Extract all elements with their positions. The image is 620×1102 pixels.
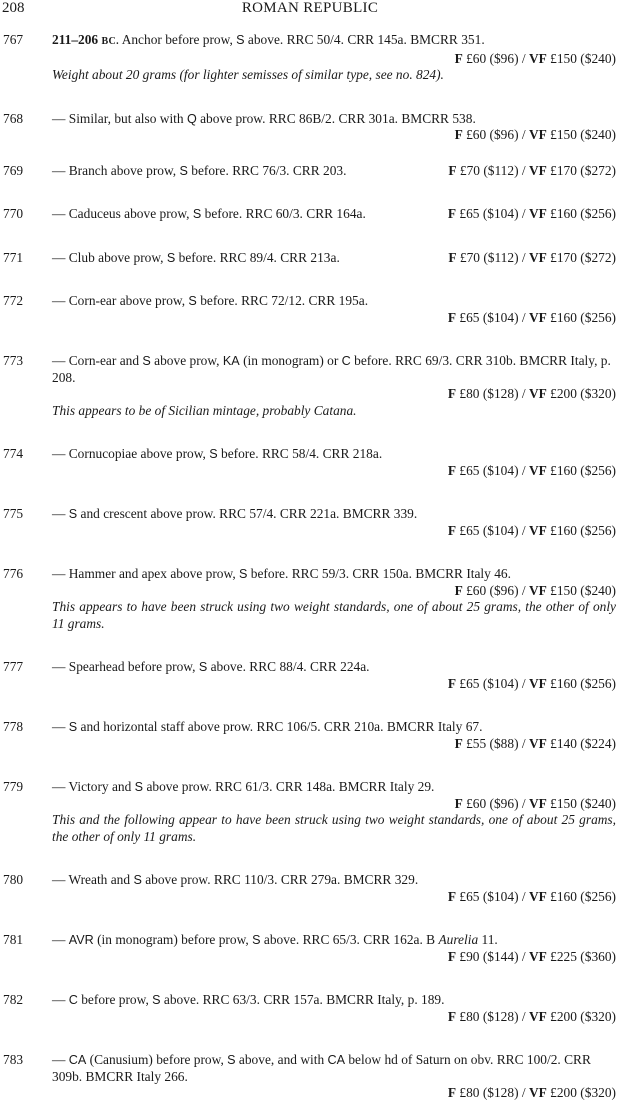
catalog-entries — [0, 32, 620, 1102]
entry-date: 211–206 — [52, 32, 102, 47]
entry-description: — Corn-ear and S above prow, KA (in monogram) or C before. RRC 69/3. CRR 310b. BMCRR Italy, p. 208. — [52, 353, 611, 385]
entry-number: 776 — [3, 566, 24, 581]
catalog-entry — [0, 719, 620, 752]
catalog-entry — [0, 32, 620, 84]
entry-description: — CA (Canusium) before prow, S above, and with CA below hd of Saturn on obv. RRC 100/2. CRR 309b. BMCRR Italy 266. — [52, 1052, 591, 1084]
entry-description: 211–206 BC. Anchor before prow, S above. RRC 50/4. CRR 145a. BMCRR 351. — [52, 32, 485, 47]
entry-description: — Victory and S above prow. RRC 61/3. CRR 148a. BMCRR Italy 29. — [52, 779, 435, 794]
entry-number: 782 — [3, 992, 24, 1007]
entry-note: Weight about 20 grams (for lighter semisses of similar type, see no. 824). — [52, 67, 444, 82]
entry-description: — Spearhead before prow, S above. RRC 88/4. CRR 224a. — [52, 659, 370, 674]
entry-number: 780 — [3, 872, 24, 887]
entry-number: 774 — [3, 446, 24, 461]
entry-description: — AVR (in monogram) before prow, S above. RRC 65/3. CRR 162a. B Aurelia 11. — [52, 932, 498, 947]
entry-description: — Branch above prow, S before. RRC 76/3. CRR 203. — [52, 162, 347, 178]
catalog-entry — [0, 1052, 620, 1102]
entry-price: F £60 ($96) / VF £150 ($240) — [454, 795, 616, 811]
entry-note: This appears to have been struck using two weight standards, one of about 25 grams, the other of only 11 grams. — [52, 599, 616, 631]
catalog-entry — [0, 779, 620, 845]
entry-price: F £80 ($128) / VF £200 ($320) — [447, 1008, 616, 1024]
entry-price: F £65 ($104) / VF £160 ($256) — [447, 309, 616, 325]
entry-number: 777 — [3, 659, 24, 674]
page-number: 208 — [2, 0, 25, 16]
catalog-entry — [0, 446, 620, 479]
entry-price: F £65 ($104) / VF £160 ($256) — [447, 206, 616, 221]
entry-number: 778 — [3, 719, 24, 734]
entry-description: — S and crescent above prow. RRC 57/4. CRR 221a. BMCRR 339. — [52, 506, 418, 521]
entry-description: — C before prow, S above. RRC 63/3. CRR 157a. BMCRR Italy, p. 189. — [52, 992, 445, 1007]
catalog-entry — [0, 250, 620, 267]
running-title: ROMAN REPUBLIC — [241, 0, 379, 16]
entry-price: F £60 ($96) / VF £150 ($240) — [454, 127, 616, 142]
entry-note: This appears to be of Sicilian mintage, probably Catana. — [52, 402, 357, 418]
catalog-entry — [0, 163, 620, 180]
catalog-entry — [0, 506, 620, 539]
entry-number: 768 — [3, 110, 24, 126]
entry-description: — Caduceus above prow, S before. RRC 60/3. CRR 164a. — [52, 206, 366, 221]
catalog-entry — [0, 659, 620, 692]
entry-description: — Hammer and apex above prow, S before. RRC 59/3. CRR 150a. BMCRR Italy 46. — [52, 566, 511, 581]
catalog-entry — [0, 206, 620, 223]
entry-number: 783 — [3, 1052, 24, 1067]
catalog-entry — [0, 872, 620, 905]
entry-description: — Club above prow, S before. RRC 89/4. CRR 213a. — [52, 249, 340, 265]
page-header — [0, 0, 620, 20]
entry-price: F £80 ($128) / VF £200 ($320) — [447, 386, 616, 401]
entry-price: F £65 ($104) / VF £160 ($256) — [447, 522, 616, 538]
entry-number: 772 — [3, 293, 24, 308]
entry-price: F £60 ($96) / VF £150 ($240) — [454, 582, 616, 598]
catalog-entry — [0, 932, 620, 965]
entry-number: 779 — [3, 779, 24, 794]
entry-number: 769 — [3, 162, 24, 178]
entry-description: — Wreath and S above prow. RRC 110/3. CRR 279a. BMCRR 329. — [52, 872, 419, 887]
catalog-entry — [0, 111, 620, 144]
entry-number: 775 — [3, 506, 24, 521]
entry-number: 781 — [3, 932, 24, 947]
entry-number: 767 — [3, 32, 24, 47]
entry-price: F £55 ($88) / VF £140 ($224) — [454, 735, 616, 751]
catalog-entry — [0, 992, 620, 1025]
entry-price: F £65 ($104) / VF £160 ($256) — [447, 888, 616, 904]
entry-price: F £65 ($104) / VF £160 ($256) — [447, 675, 616, 691]
catalog-entry — [0, 293, 620, 326]
entry-price: F £70 ($112) / VF £170 ($272) — [448, 249, 616, 265]
entry-description: — Corn-ear above prow, S before. RRC 72/12. CRR 195a. — [52, 293, 369, 308]
entry-number: 770 — [3, 206, 24, 221]
catalog-entry — [0, 566, 620, 632]
catalog-entry — [0, 353, 620, 419]
entry-note: This and the following appear to have been struck using two weight standards, one of about 25 grams, the other of only 11 grams. — [52, 812, 616, 844]
entry-description: — Similar, but also with Q above prow. RRC 86B/2. CRR 301a. BMCRR 538. — [52, 110, 476, 126]
entry-price: F £65 ($104) / VF £160 ($256) — [447, 462, 616, 478]
entry-number: 773 — [3, 353, 24, 368]
entry-price: F £60 ($96) / VF £150 ($240) — [454, 50, 616, 66]
entry-price: F £90 ($144) / VF £225 ($360) — [447, 948, 616, 964]
entry-era: BC. — [101, 36, 120, 47]
entry-price: F £70 ($112) / VF £170 ($272) — [448, 162, 616, 178]
entry-description: — S and horizontal staff above prow. RRC 106/5. CRR 210a. BMCRR Italy 67. — [52, 719, 483, 734]
entry-description: — Cornucopiae above prow, S before. RRC 58/4. CRR 218a. — [52, 446, 383, 461]
entry-price: F £80 ($128) / VF £200 ($320) — [447, 1085, 616, 1100]
entry-number: 771 — [3, 249, 24, 265]
